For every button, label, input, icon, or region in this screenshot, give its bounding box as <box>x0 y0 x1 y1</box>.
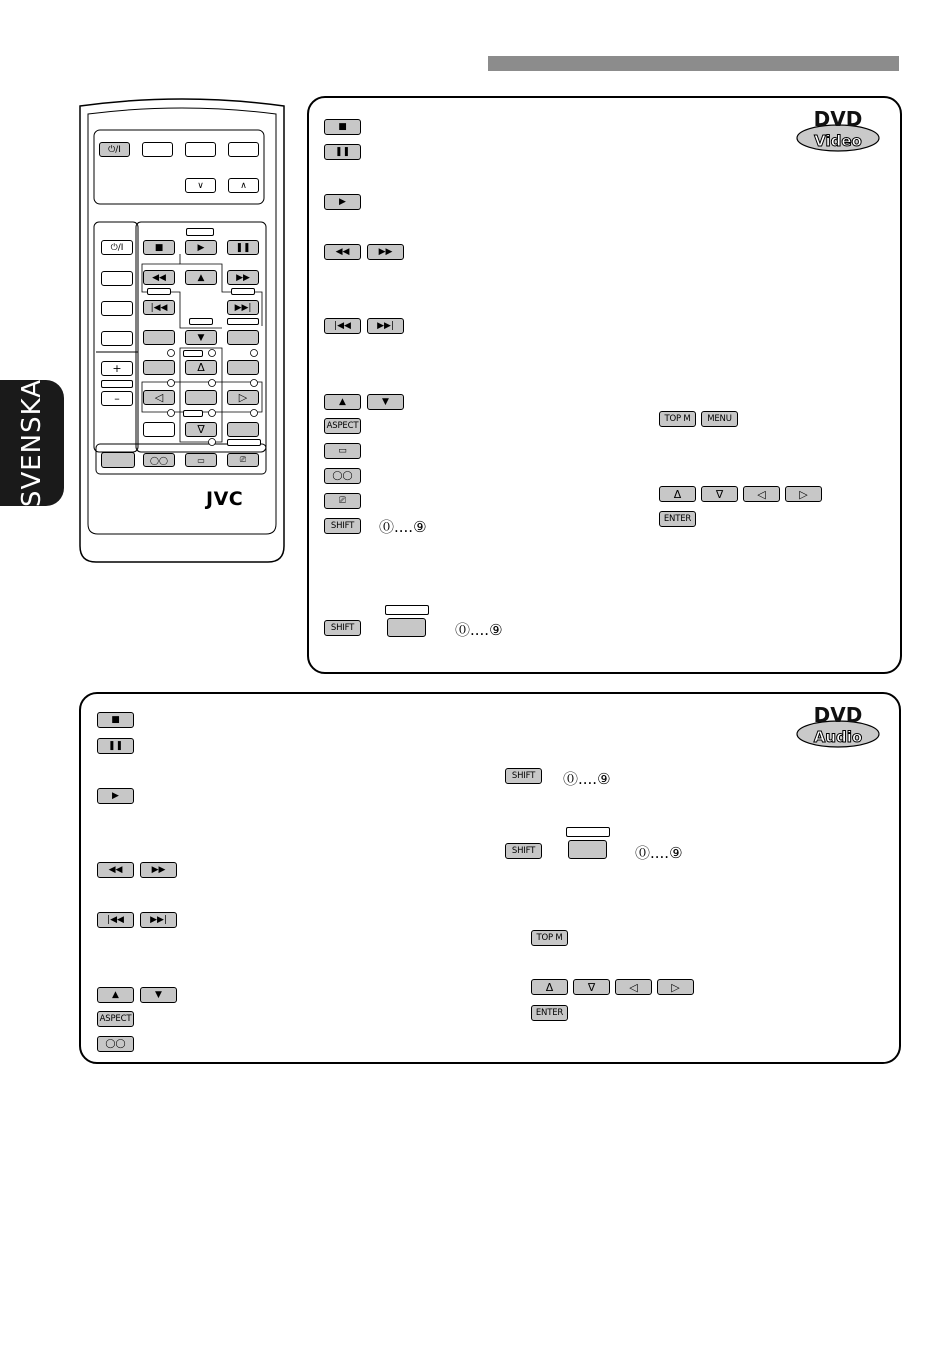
remote-label-slot <box>186 228 214 236</box>
up-key: ▲ <box>97 987 134 1003</box>
right-key: ▷ <box>657 979 694 995</box>
enter-key: ENTER <box>659 511 696 527</box>
remote-blank-button <box>228 142 259 157</box>
remote-next-button: ▶▶| <box>227 300 259 315</box>
remote-up-button: ▲ <box>185 270 217 285</box>
remote-label-slot <box>227 439 261 446</box>
number-keys-range: ⓪....⑨ <box>379 518 427 536</box>
remote-blank-button <box>185 142 216 157</box>
aspect-key: ASPECT <box>324 418 361 434</box>
left-key: ◁ <box>743 486 780 502</box>
right-key: ▷ <box>785 486 822 502</box>
ff-key: ▶▶ <box>140 862 177 878</box>
key-label-slot <box>385 605 429 615</box>
menu-key: MENU <box>701 411 738 427</box>
remote-blank-button <box>101 301 133 316</box>
audio-key: ◯◯ <box>97 1036 134 1052</box>
remote-nabla-button: ∇ <box>185 422 217 437</box>
remote-down-button: ▼ <box>185 330 217 345</box>
remote-blank-grey-button <box>185 390 217 405</box>
dvd-audio-logo-bottom: Audio <box>813 728 863 746</box>
remote-shift-button <box>101 452 135 468</box>
remote-control <box>76 96 288 566</box>
remote-label-slot <box>231 288 255 295</box>
remote-brand-logo: JVC <box>206 488 244 510</box>
remote-ch-up-button: ∧ <box>228 178 259 193</box>
remote-angle-button: ⎚ <box>227 453 259 467</box>
remote-audio-button: ◯◯ <box>143 453 175 467</box>
language-label: SVENSKA <box>17 378 47 508</box>
pause-key: ❚❚ <box>97 738 134 754</box>
top-menu-key: TOP M <box>659 411 696 427</box>
dvd-audio-logo <box>795 702 881 748</box>
nabla-key: ∇ <box>701 486 738 502</box>
angle-key: ⎚ <box>324 493 361 509</box>
rew-key: ◀◀ <box>324 244 361 260</box>
remote-blank-grey-button <box>143 360 175 375</box>
blank-grey-key <box>387 618 426 637</box>
shift-key-2: SHIFT <box>505 843 542 859</box>
remote-blank-grey-button <box>227 360 259 375</box>
remote-delta-button: Δ <box>185 360 217 375</box>
remote-blank-grey-button <box>227 330 259 345</box>
ff-key: ▶▶ <box>367 244 404 260</box>
aspect-key: ASPECT <box>97 1011 134 1027</box>
up-key: ▲ <box>324 394 361 410</box>
language-tab <box>0 380 64 506</box>
blank-grey-key <box>568 840 607 859</box>
remote-right-button: ▷ <box>227 390 259 405</box>
key-label-slot <box>566 827 610 837</box>
dvd-video-logo-bottom: Video <box>814 132 862 150</box>
remote-blank-grey-button <box>143 330 175 345</box>
next-key: ▶▶| <box>140 912 177 928</box>
remote-blank-grey-button <box>227 422 259 437</box>
dvd-video-logo-top: DVD <box>813 107 863 131</box>
remote-power-button-2: ⏻/I <box>101 240 133 255</box>
remote-label-slot <box>183 410 203 417</box>
dvd-video-logo <box>795 106 881 152</box>
remote-volume-up-button: + <box>101 361 133 376</box>
audio-key: ◯◯ <box>324 468 361 484</box>
shift-key-2: SHIFT <box>324 620 361 636</box>
stop-key: ■ <box>97 712 134 728</box>
remote-left-button: ◁ <box>143 390 175 405</box>
delta-key: Δ <box>531 979 568 995</box>
dvd-audio-panel <box>79 692 901 1064</box>
remote-ch-down-button: ∨ <box>185 178 216 193</box>
prev-key: |◀◀ <box>97 912 134 928</box>
enter-key: ENTER <box>531 1005 568 1021</box>
play-key: ▶ <box>324 194 361 210</box>
delta-key: Δ <box>659 486 696 502</box>
remote-blank-button <box>101 331 133 346</box>
next-key: ▶▶| <box>367 318 404 334</box>
prev-key: |◀◀ <box>324 318 361 334</box>
header-bar <box>488 56 899 71</box>
subtitle-key: ▭ <box>324 443 361 459</box>
number-keys-range-2: ⓪....⑨ <box>455 621 503 639</box>
number-keys-range-2: ⓪....⑨ <box>635 844 683 862</box>
remote-blank-button <box>101 271 133 286</box>
remote-prev-button: |◀◀ <box>143 300 175 315</box>
stop-key: ■ <box>324 119 361 135</box>
remote-rew-button: ◀◀ <box>143 270 175 285</box>
remote-power-button: ⏻/I <box>99 142 130 157</box>
down-key: ▼ <box>140 987 177 1003</box>
rew-key: ◀◀ <box>97 862 134 878</box>
play-key: ▶ <box>97 788 134 804</box>
down-key: ▼ <box>367 394 404 410</box>
remote-play-button: ▶ <box>185 240 217 255</box>
number-keys-range: ⓪....⑨ <box>563 770 611 788</box>
remote-blank-button <box>142 142 173 157</box>
remote-subtitle-button: ▭ <box>185 453 217 467</box>
remote-volume-down-button: – <box>101 391 133 406</box>
remote-label-slot <box>183 350 203 357</box>
remote-label-slot <box>147 288 171 295</box>
remote-stop-button: ■ <box>143 240 175 255</box>
pause-key: ❚❚ <box>324 144 361 160</box>
shift-key: SHIFT <box>505 768 542 784</box>
remote-ff-button: ▶▶ <box>227 270 259 285</box>
dvd-audio-logo-top: DVD <box>813 703 863 727</box>
left-key: ◁ <box>615 979 652 995</box>
dvd-video-panel <box>307 96 902 674</box>
remote-pause-button: ❚❚ <box>227 240 259 255</box>
remote-blank-button <box>143 422 175 437</box>
remote-label-slot <box>227 318 259 325</box>
shift-key: SHIFT <box>324 518 361 534</box>
top-menu-key: TOP M <box>531 930 568 946</box>
nabla-key: ∇ <box>573 979 610 995</box>
remote-label-slot <box>189 318 213 325</box>
remote-label-slot <box>101 380 133 388</box>
